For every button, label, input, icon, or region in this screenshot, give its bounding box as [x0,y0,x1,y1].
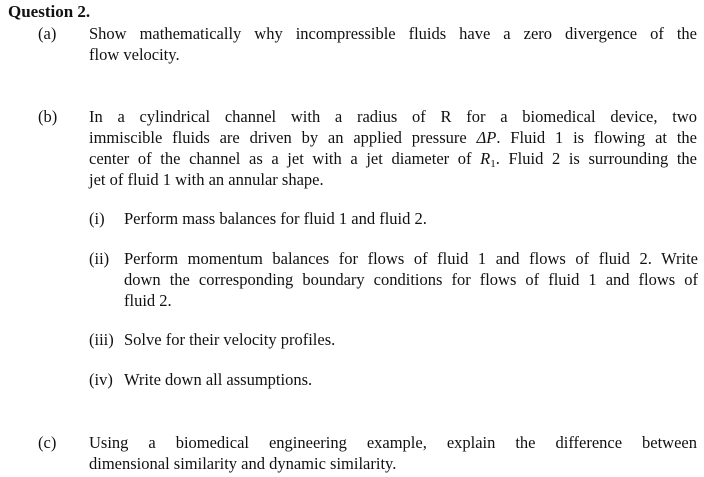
subpart-iv-label: (iv) [89,370,113,389]
part-a-text [89,23,697,65]
subpart-i-line-1: Perform mass balances for fluid 1 and fluid 2. [124,209,427,228]
part-c-label: (c) [38,433,57,452]
part-b-line-2-pre: immiscible fluids are driven by an applied pressure [89,128,477,147]
jet-radius-subscript: 1 [490,158,496,170]
part-c-line-2: dimensional similarity and dynamic similarity. [89,454,397,473]
part-b-line-4: jet of fluid 1 with an annular shape. [89,170,324,189]
part-b-line-3-pre: center of the channel as a jet with a jet diameter of [89,149,481,168]
part-c-text [89,432,697,474]
part-b-text [89,106,697,190]
part-b-line-2-post: . Fluid 1 is flowing at the [496,128,697,147]
part-b-line-3-post: . Fluid 2 is surrounding the [495,149,697,168]
subpart-ii-line-1: Perform momentum balances for flows of fluid 1 and flows of fluid 2. Write [124,249,698,268]
subpart-iii-text [124,329,698,350]
subpart-iv-line-1: Write down all assumptions. [124,370,313,389]
subpart-ii-text [124,248,698,311]
part-b-line-3 [89,148,697,169]
part-a-label: (a) [38,24,57,43]
question-heading: Question 2. [8,2,91,21]
part-b-line-2 [89,127,697,148]
subpart-i-label: (i) [89,209,105,228]
jet-radius-symbol: R [480,149,491,168]
part-b-label: (b) [38,107,58,126]
subpart-iv-text [124,369,698,390]
subpart-ii-line-2: down the corresponding boundary conditions for flows of fluid 1 and flows of [124,270,698,289]
pressure-symbol: ΔP [476,128,497,147]
part-a-line-1: Show mathematically why incompressible fluids have a zero divergence of the [89,24,697,43]
subpart-ii-line-3: fluid 2. [124,291,172,310]
part-c-line-1: Using a biomedical engineering example, explain the difference between [89,433,697,452]
subpart-iii-line-1: Solve for their velocity profiles. [124,330,336,349]
part-b-line-1: In a cylindrical channel with a radius of R for a biomedical device, two [89,107,697,126]
subpart-iii-label: (iii) [89,330,114,349]
part-a-line-2: flow velocity. [89,45,180,64]
subpart-i-text [124,208,698,229]
subpart-ii-label: (ii) [89,249,110,268]
